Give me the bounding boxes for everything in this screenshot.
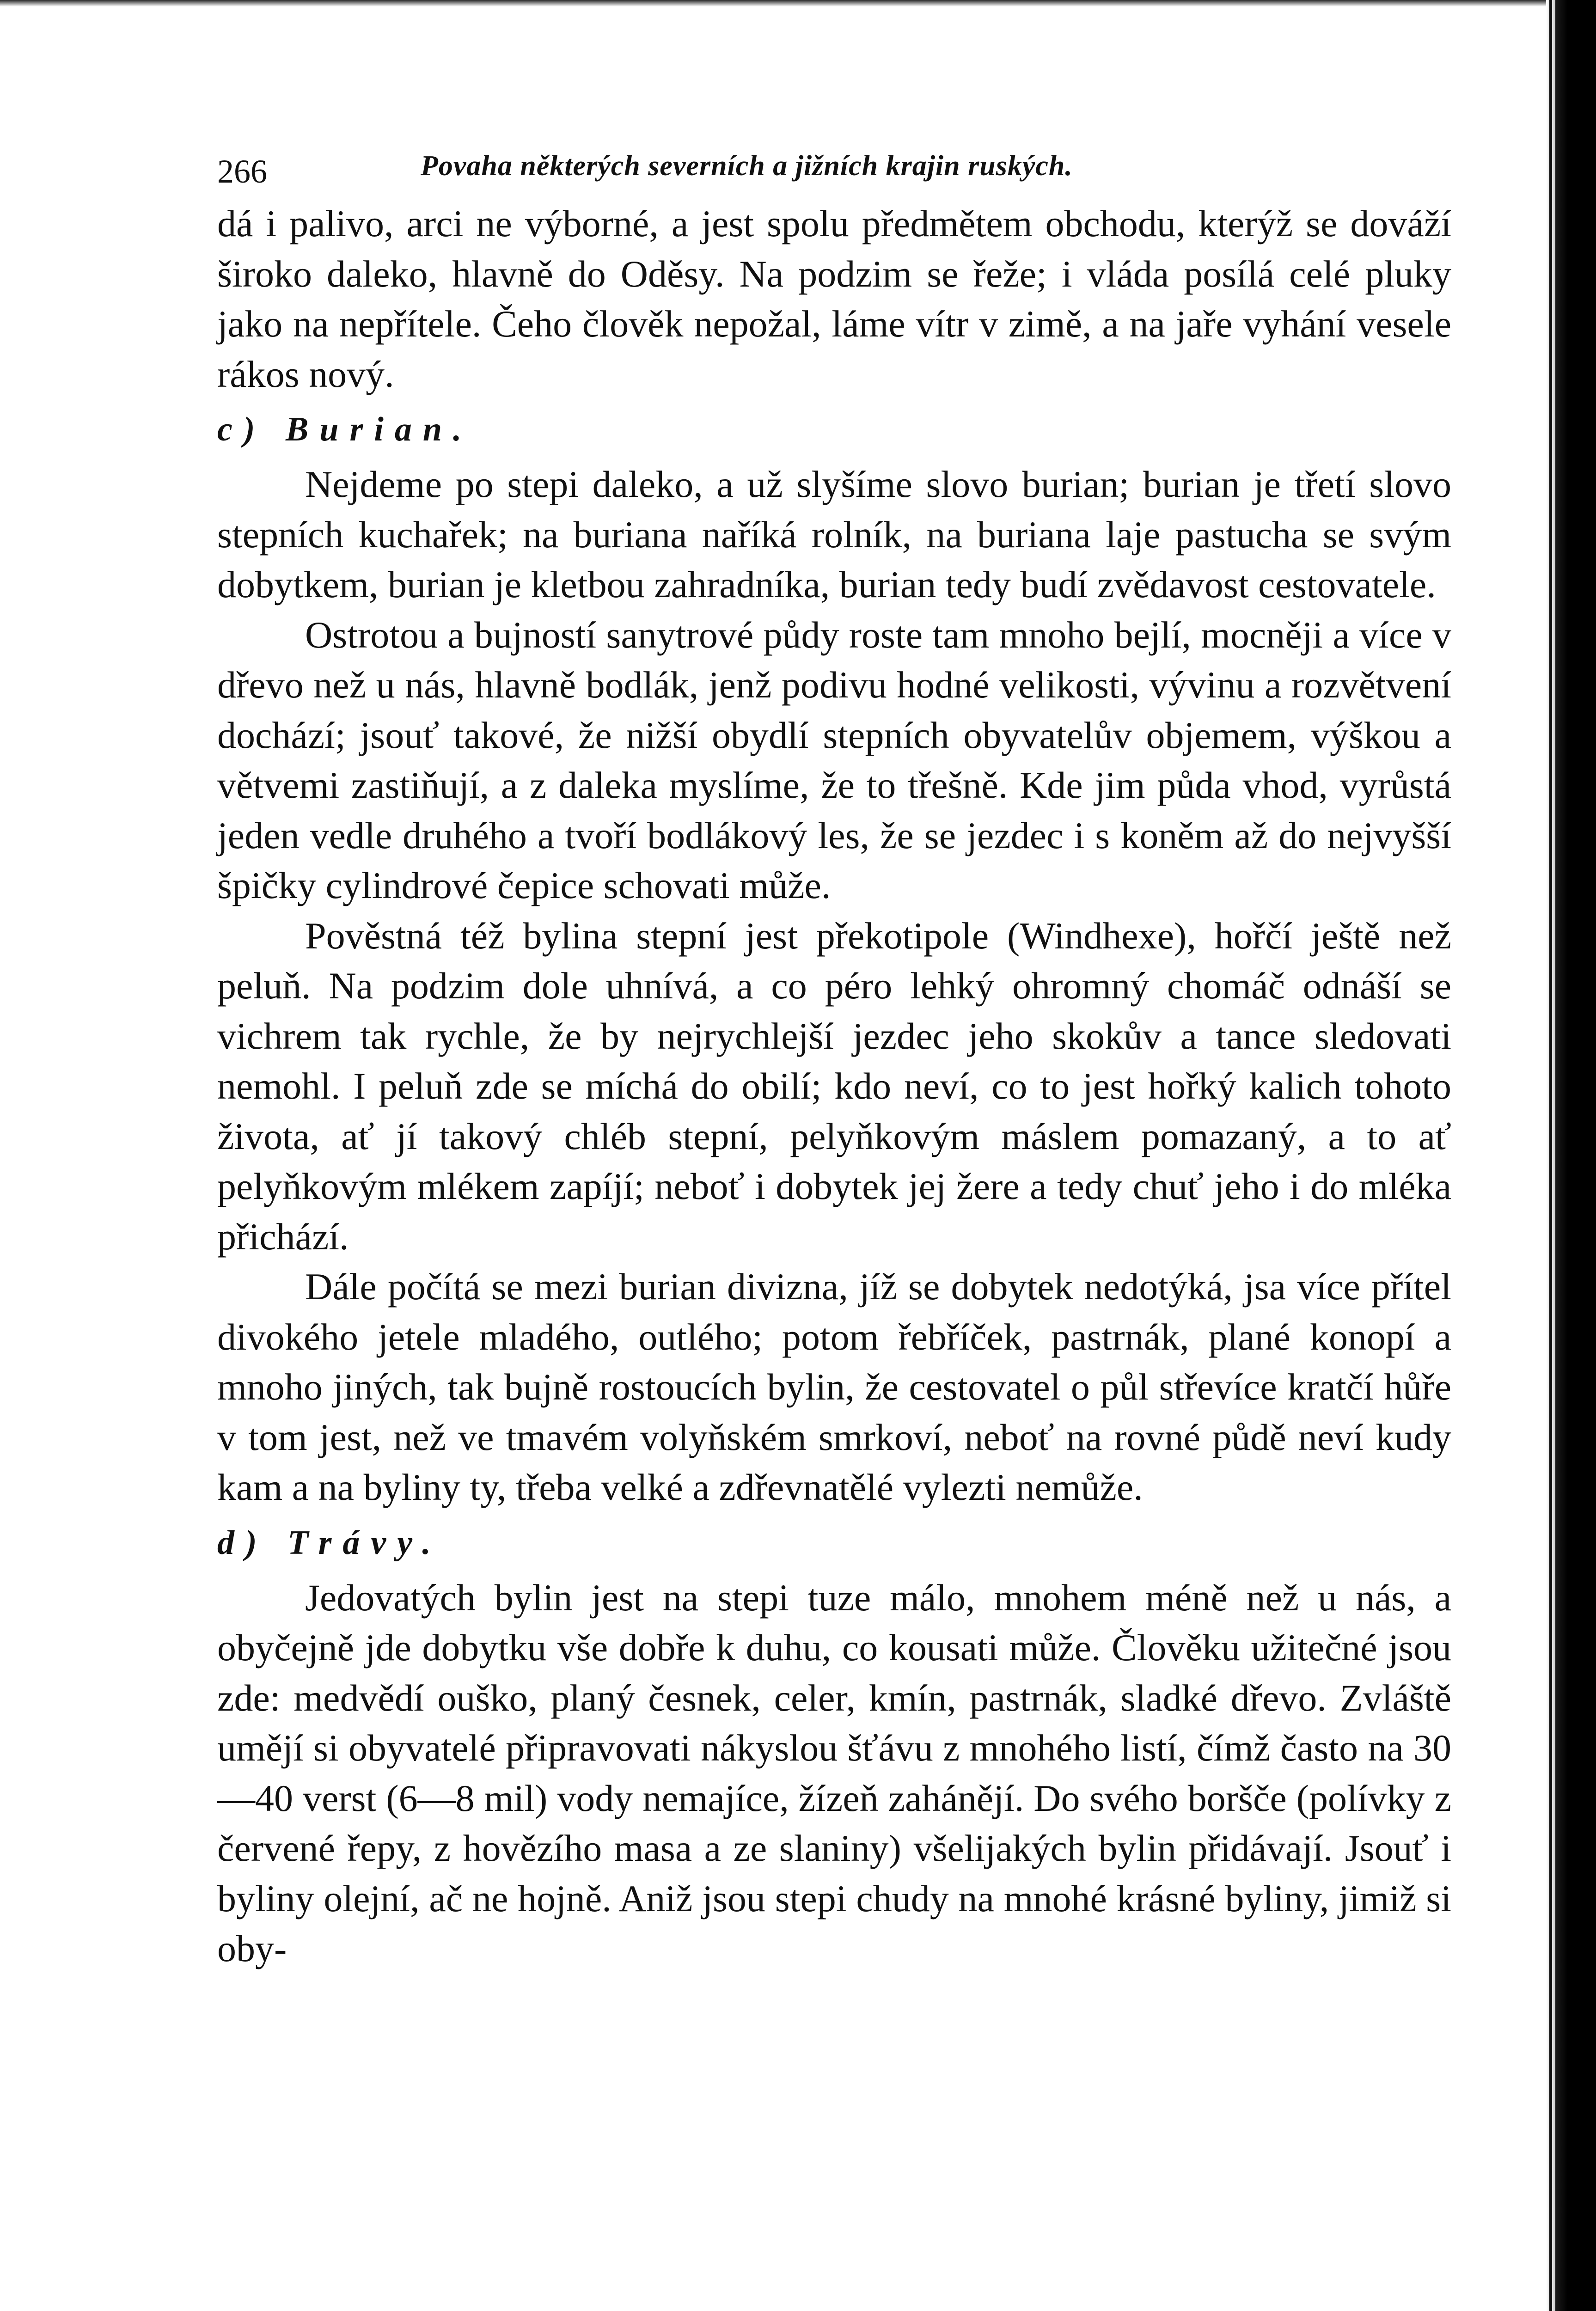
- paragraph-3: Ostrotou a bujností sanytrové půdy roste tam mnoho bejlí, mocněji a více v dřevo než u nás, hlavně bodlák, jenž podivu hodné velikosti, vývinu a rozvětvení dochází; jsouť takové, že nižší obydlí stepních obyvatelův objemem, výškou a větvemi zastiňují, a z daleka myslíme, že to třešně. Kde jim půda vhod, vyrůstá jeden vedle druhého a tvoří bodlákový les, že se jezdec i s koněm až do nejvyšší špičky cylindrové čepice schovati může.: [217, 613, 1451, 906]
- paragraph-6: Jedovatých bylin jest na stepi tuze málo, mnohem méně než u nás, a obyčejně jde dobytku vše dobře k duhu, co kousati může. Člověku užitečné jsou zde: medvědí ouško, planý česnek, celer, kmín, pastrnák, sladké dřevo. Zvláště umějí si obyvatelé připravovati nákyslou šťávu z mnohého listí, čímž často na 30—40 verst (6—8 mil) vody nemajíce, žízeň zahánějí. Do svého boršče (polívky z červené řepy, z hovězího masa a ze slaniny) všelijakých bylin přidávají. Jsouť i byliny olejní, ač ne hojně. Aniž jsou stepi chudy na mnohé krásné byliny, jimiž si oby-: [217, 1576, 1451, 1969]
- page-number: 266: [217, 153, 267, 190]
- paragraph-4: Pověstná též bylina stepní jest překotipole (Windhexe), hořčí ještě než peluň. Na podzim dole uhnívá, a co péro lehký ohromný chomáč odnáší se vichrem tak rychle, že by nejrychlejší jezdec jeho skokův a tance sledovati nemohl. I peluň zde se míchá do obilí; kdo neví, co to jest hořký kalich tohoto života, ať jí takový chléb stepní, pelyňkovým máslem pomazaný, a to ať pelyňkovým mlékem zapíjí; neboť i dobytek jej žere a tedy chuť jeho i do mléka přichází.: [217, 914, 1451, 1258]
- running-title: Povaha některých severních a jižních krajin ruských.: [421, 150, 1073, 182]
- body-text: [217, 199, 1451, 1974]
- scan-right-line: [1549, 0, 1552, 2311]
- book-page: [217, 139, 1451, 1974]
- paragraph-5: Dále počítá se mezi burian divizna, jíž se dobytek nedotýká, jsa více přítel divokého jetele mladého, outlého; potom řebříček, pastrnák, plané konopí a mnoho jiných, tak bujně rostoucích bylin, že cestovatel o půl střevíce kratčí hůře v tom jest, než ve tmavém volyňském smrkoví, neboť na rovné půdě neví kudy kam a na byliny ty, třeba velké a zdřevnatělé vylezti nemůže.: [217, 1266, 1451, 1508]
- page-header: [217, 139, 1451, 199]
- section-heading-travy: d) Trávy.: [217, 1523, 442, 1562]
- section-heading-burian: c) Burian.: [217, 410, 473, 448]
- paragraph-1: dá i palivo, arci ne výborné, a jest spolu předmětem obchodu, kterýž se dováží široko daleko, hlavně do Oděsy. Na podzim se řeže; i vláda posílá celé pluky jako na nepřítele. Čeho člověk nepožal, láme vítr v zimě, a na jaře vyhání vesele rákos nový.: [217, 202, 1451, 395]
- scan-right-edge: [1555, 0, 1596, 2311]
- paragraph-2: Nejdeme po stepi daleko, a už slyšíme slovo burian; burian je třetí slovo stepních kuchařek; na buriana naříká rolník, na buriana laje pastucha se svým dobytkem, burian je kletbou zahradníka, burian tedy budí zvědavost cestovatele.: [217, 463, 1451, 605]
- scan-top-edge: [0, 0, 1596, 6]
